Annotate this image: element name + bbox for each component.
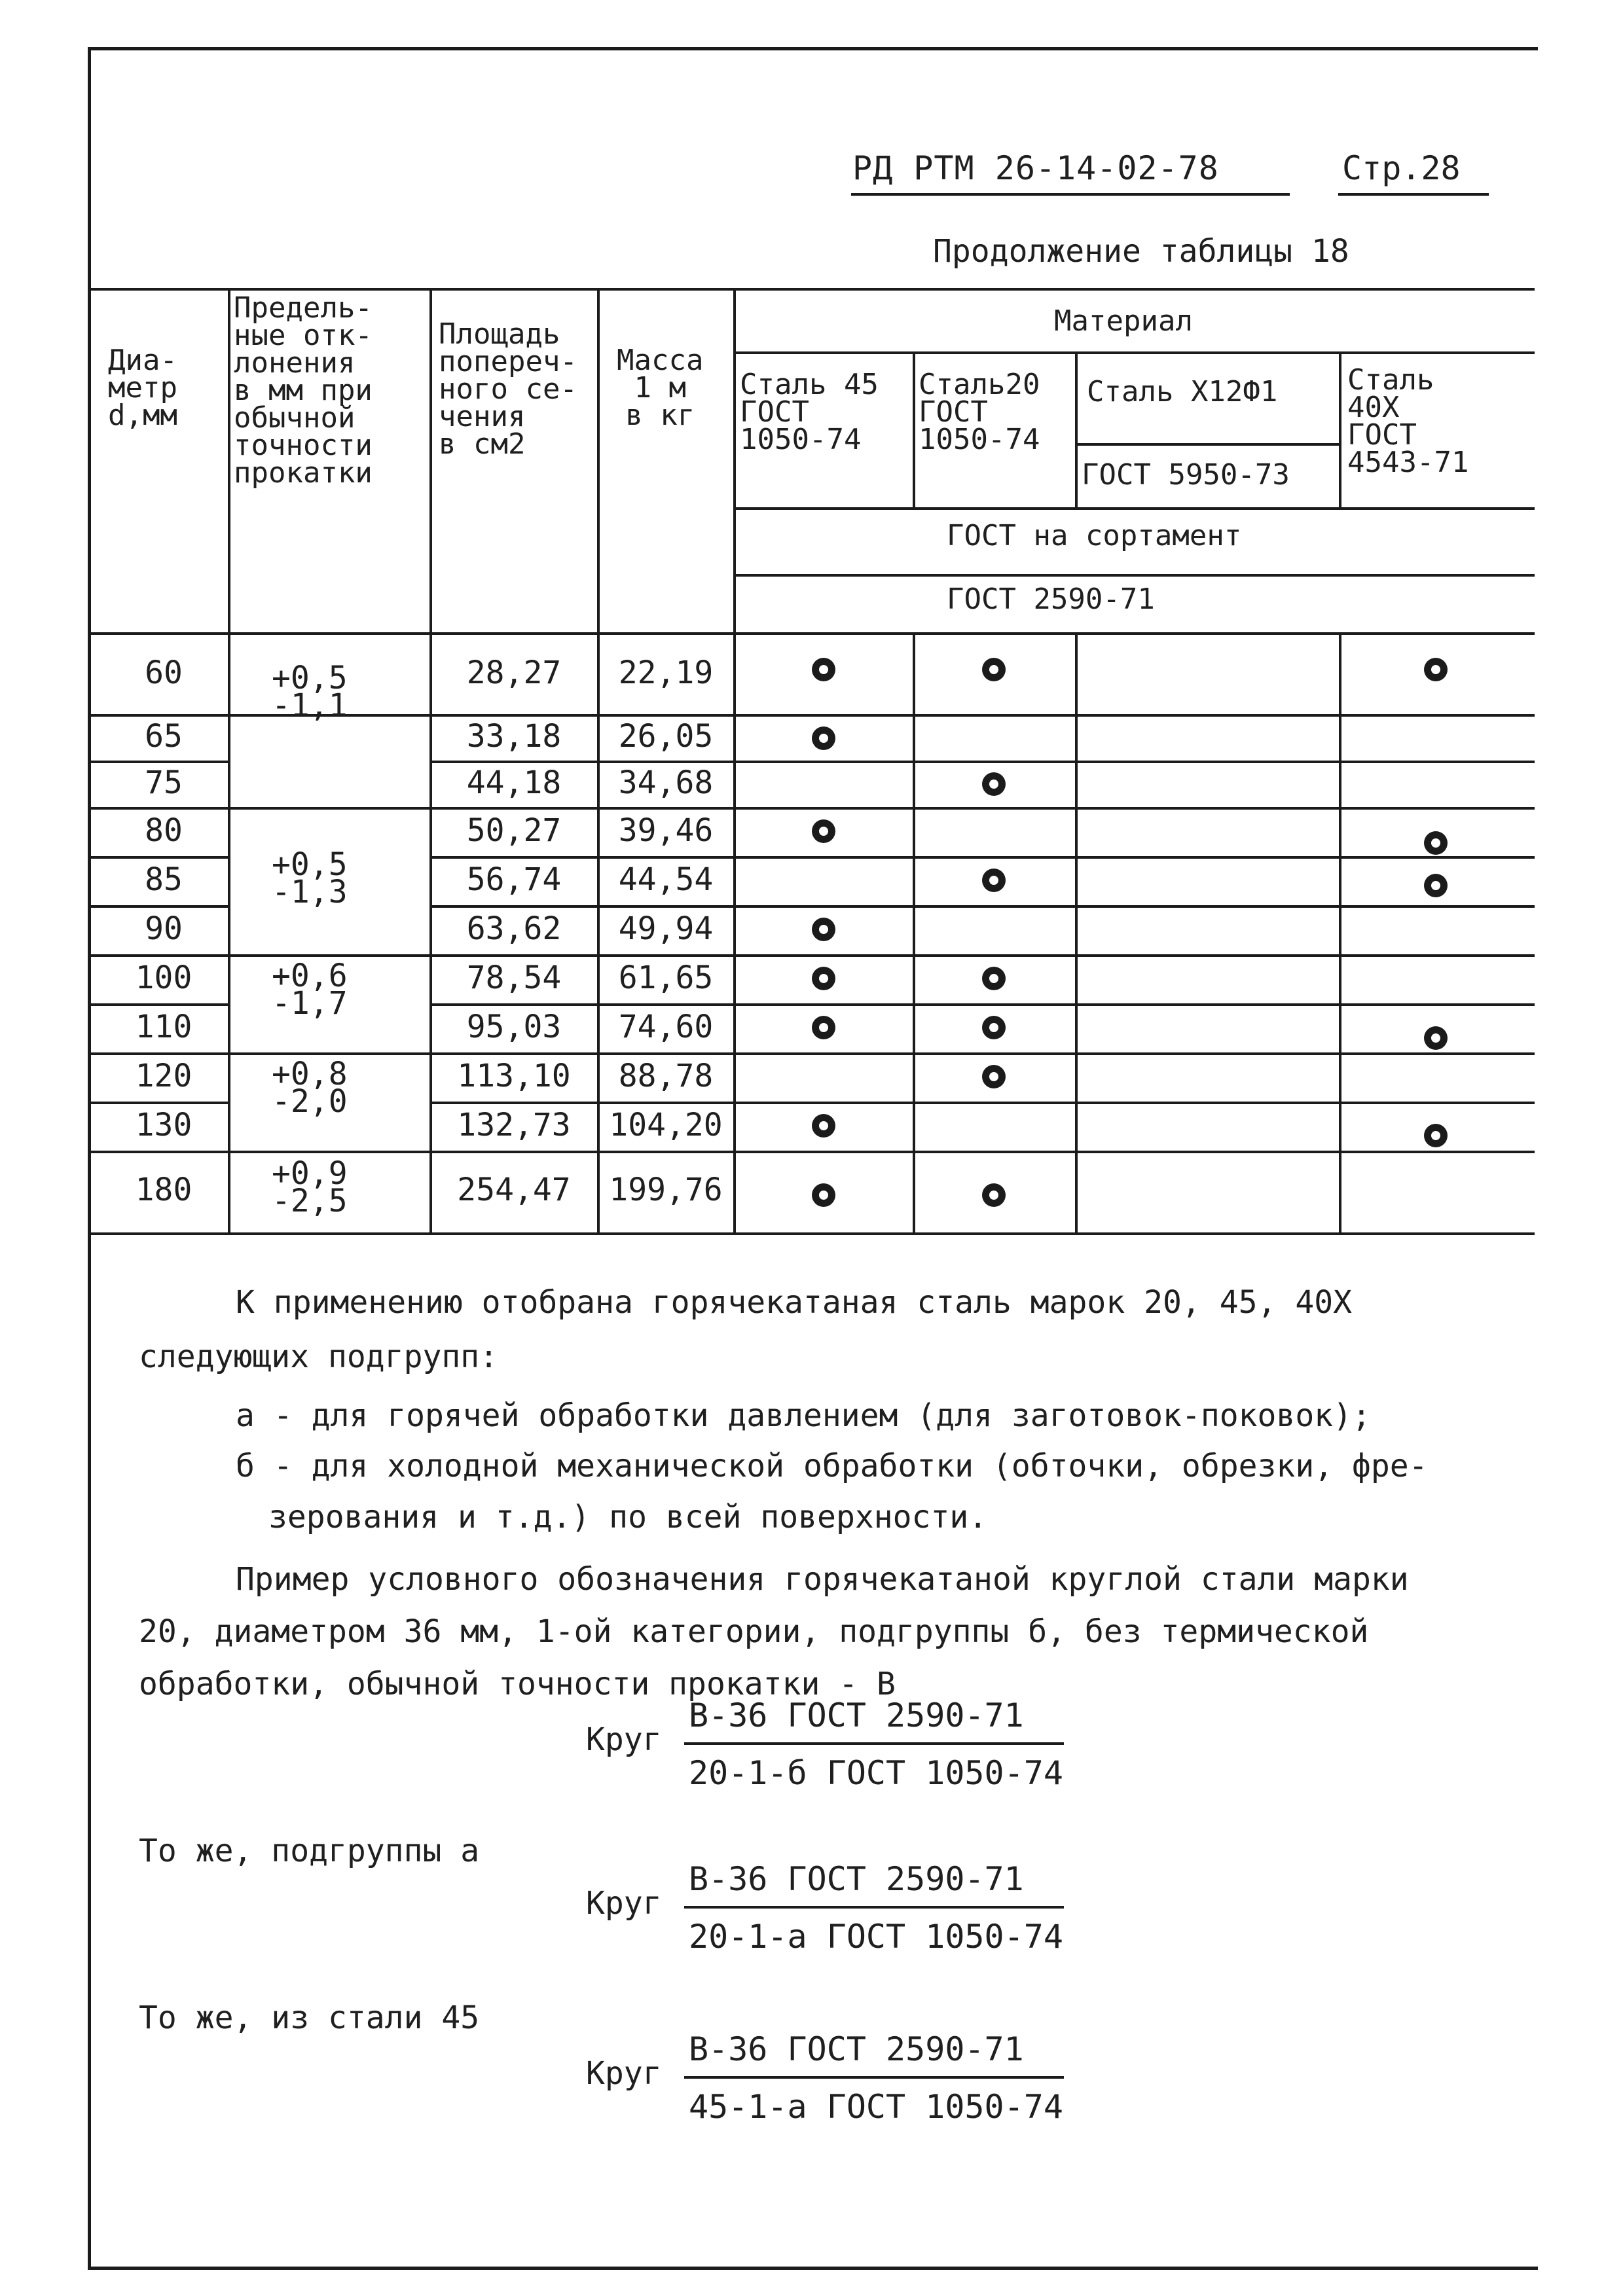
header-steel20: Сталь20 ГОСТ 1050-74 — [919, 368, 1040, 456]
column-divider — [1339, 632, 1341, 1234]
cell-mass: 199,76 — [609, 1172, 723, 1208]
cell-mass: 44,54 — [618, 861, 714, 898]
paragraph-line: 20, диаметром 36 мм, 1-ой категории, подгруппы б, без термической — [139, 1613, 1369, 1650]
row-divider — [431, 856, 1535, 859]
cell-diameter: 80 — [145, 812, 183, 849]
cell-mass: 61,65 — [618, 960, 714, 996]
column-divider — [429, 288, 432, 1234]
header-gost5950: ГОСТ 5950-73 — [1082, 458, 1290, 492]
cell-mass: 26,05 — [618, 718, 714, 755]
same-subgroup-a-label: То же, подгруппы а — [139, 1833, 480, 1869]
designation-label: Круг — [586, 2055, 662, 2092]
availability-mark-icon — [812, 658, 835, 681]
cell-diameter: 65 — [145, 718, 183, 755]
designation-numerator: В-36 ГОСТ 2590-71 — [689, 1696, 1024, 1734]
column-divider — [913, 632, 915, 1234]
cell-area: 254,47 — [457, 1172, 571, 1208]
row-divider — [91, 761, 229, 763]
availability-mark-icon — [1424, 1124, 1448, 1147]
list-item-b-continued: зерования и т.д.) по всей поверхности. — [268, 1499, 988, 1535]
cell-area: 28,27 — [466, 655, 562, 691]
header-tolerance: Предель- ные отк- лонения в мм при обычной точности прокатки — [234, 291, 373, 490]
cell-diameter: 180 — [135, 1172, 192, 1208]
row-divider — [91, 1003, 229, 1006]
cell-area: 56,74 — [466, 861, 562, 898]
cell-area: 33,18 — [466, 718, 562, 755]
cell-mass: 88,78 — [618, 1058, 714, 1094]
paragraph-line: обработки, обычной точности прокатки - В — [139, 1666, 896, 1702]
cell-diameter: 75 — [145, 764, 183, 801]
same-steel45-label: То же, из стали 45 — [139, 2000, 480, 2036]
column-divider — [597, 288, 600, 1234]
cell-tolerance: +0,8 -2,0 — [272, 1056, 348, 1120]
cell-area: 50,27 — [466, 812, 562, 849]
cell-mass: 74,60 — [618, 1009, 714, 1045]
cell-tolerance: +0,6 -1,7 — [272, 958, 348, 1022]
header-steel45: Сталь 45 ГОСТ 1050-74 — [740, 368, 879, 456]
designation-denominator: 45-1-а ГОСТ 1050-74 — [689, 2088, 1063, 2126]
row-divider — [91, 807, 1535, 810]
availability-mark-icon — [982, 1065, 1006, 1088]
cell-area: 44,18 — [466, 764, 562, 801]
row-divider — [91, 954, 1535, 957]
column-divider — [228, 288, 230, 1234]
availability-mark-icon — [812, 1183, 835, 1207]
cell-mass: 34,68 — [618, 764, 714, 801]
row-divider — [431, 761, 1535, 763]
header-steel40x: Сталь 40Х ГОСТ 4543-71 — [1347, 363, 1469, 479]
designation-denominator: 20-1-б ГОСТ 1050-74 — [689, 1754, 1063, 1792]
cell-diameter: 60 — [145, 655, 183, 691]
availability-mark-icon — [1424, 874, 1448, 897]
cell-diameter: 110 — [135, 1009, 192, 1045]
list-item-a: а - для горячей обработки давлением (для заготовок-поковок); — [236, 1397, 1371, 1434]
cell-area: 78,54 — [466, 960, 562, 996]
table-top-border — [91, 288, 1535, 291]
column-divider — [1075, 351, 1078, 509]
cell-area: 132,73 — [457, 1107, 571, 1143]
availability-mark-icon — [1424, 658, 1448, 681]
row-divider — [91, 856, 229, 859]
cell-area: 63,62 — [466, 910, 562, 947]
availability-mark-icon — [982, 967, 1006, 990]
paragraph-line: Пример условного обозначения горячекатаной круглой стали марки — [236, 1561, 1409, 1598]
cell-mass: 49,94 — [618, 910, 714, 947]
material-header-divider — [735, 351, 1535, 354]
page-number: Стр.28 — [1342, 149, 1461, 187]
row-divider — [91, 1102, 229, 1104]
designation-denominator: 20-1-а ГОСТ 1050-74 — [689, 1918, 1063, 1956]
table-bottom-border — [91, 1232, 1535, 1235]
row-divider — [91, 905, 229, 908]
availability-mark-icon — [982, 772, 1006, 796]
table-caption: Продолжение таблицы 18 — [933, 233, 1349, 270]
paragraph-line: К применению отобрана горячекатаная сталь марок 20, 45, 40Х — [236, 1284, 1353, 1321]
designation-label: Круг — [586, 1885, 662, 1922]
availability-mark-icon — [812, 726, 835, 750]
availability-mark-icon — [982, 1183, 1006, 1207]
availability-mark-icon — [982, 1016, 1006, 1039]
list-item-b: б - для холодной механической обработки (обточки, обрезки, фре- — [236, 1448, 1428, 1484]
page-number-underline — [1338, 193, 1489, 196]
availability-mark-icon — [982, 658, 1006, 681]
availability-mark-icon — [812, 918, 835, 941]
document-code-underline — [851, 193, 1290, 196]
header-sortament: ГОСТ на сортамент — [947, 519, 1242, 552]
cell-tolerance: +0,9 -2,5 — [272, 1155, 348, 1219]
availability-mark-icon — [812, 967, 835, 990]
cell-diameter: 100 — [135, 960, 192, 996]
availability-mark-icon — [812, 819, 835, 843]
sortament-divider — [735, 574, 1535, 577]
header-area: Площадь попереч- ного се- чения в см2 — [439, 317, 577, 461]
column-divider — [1339, 351, 1341, 509]
fraction-line — [684, 1742, 1064, 1745]
cell-diameter: 85 — [145, 861, 183, 898]
document-code: РД РТМ 26-14-02-78 — [852, 149, 1219, 187]
cell-area: 113,10 — [457, 1058, 571, 1094]
fraction-line — [684, 2076, 1064, 2079]
row-divider — [91, 1151, 1535, 1153]
x12f1-divider — [1076, 443, 1340, 446]
cell-diameter: 130 — [135, 1107, 192, 1143]
row-divider — [431, 905, 1535, 908]
header-material: Материал — [1054, 304, 1193, 338]
cell-diameter: 120 — [135, 1058, 192, 1094]
designation-numerator: В-36 ГОСТ 2590-71 — [689, 2030, 1024, 2068]
column-divider — [1075, 632, 1078, 1234]
column-divider — [733, 288, 736, 1234]
availability-mark-icon — [812, 1114, 835, 1138]
row-divider — [91, 1052, 1535, 1055]
availability-mark-icon — [812, 1016, 835, 1039]
header-diameter: Диа- метр d,мм — [108, 344, 177, 432]
grades-bottom-divider — [735, 507, 1535, 510]
designation-label: Круг — [586, 1721, 662, 1758]
availability-mark-icon — [1424, 831, 1448, 855]
cell-diameter: 90 — [145, 910, 183, 947]
header-gost2590: ГОСТ 2590-71 — [947, 583, 1155, 616]
designation-numerator: В-36 ГОСТ 2590-71 — [689, 1860, 1024, 1898]
row-divider — [431, 1102, 1535, 1104]
header-bottom-border — [91, 632, 1535, 635]
cell-mass: 22,19 — [618, 655, 714, 691]
cell-tolerance: +0,5 -1,3 — [272, 846, 348, 910]
row-divider — [431, 1003, 1535, 1006]
cell-area: 95,03 — [466, 1009, 562, 1045]
header-mass: Масса 1 м в кг — [617, 344, 704, 432]
fraction-line — [684, 1906, 1064, 1909]
column-divider — [913, 351, 915, 509]
cell-mass: 39,46 — [618, 812, 714, 849]
header-steel-x12f1: Сталь Х12Ф1 — [1087, 375, 1278, 408]
availability-mark-icon — [1424, 1026, 1448, 1050]
cell-tolerance: +0,5 -1,1 — [272, 660, 348, 724]
paragraph-line: следующих подгрупп: — [139, 1338, 499, 1375]
availability-mark-icon — [982, 869, 1006, 892]
cell-mass: 104,20 — [609, 1107, 723, 1143]
